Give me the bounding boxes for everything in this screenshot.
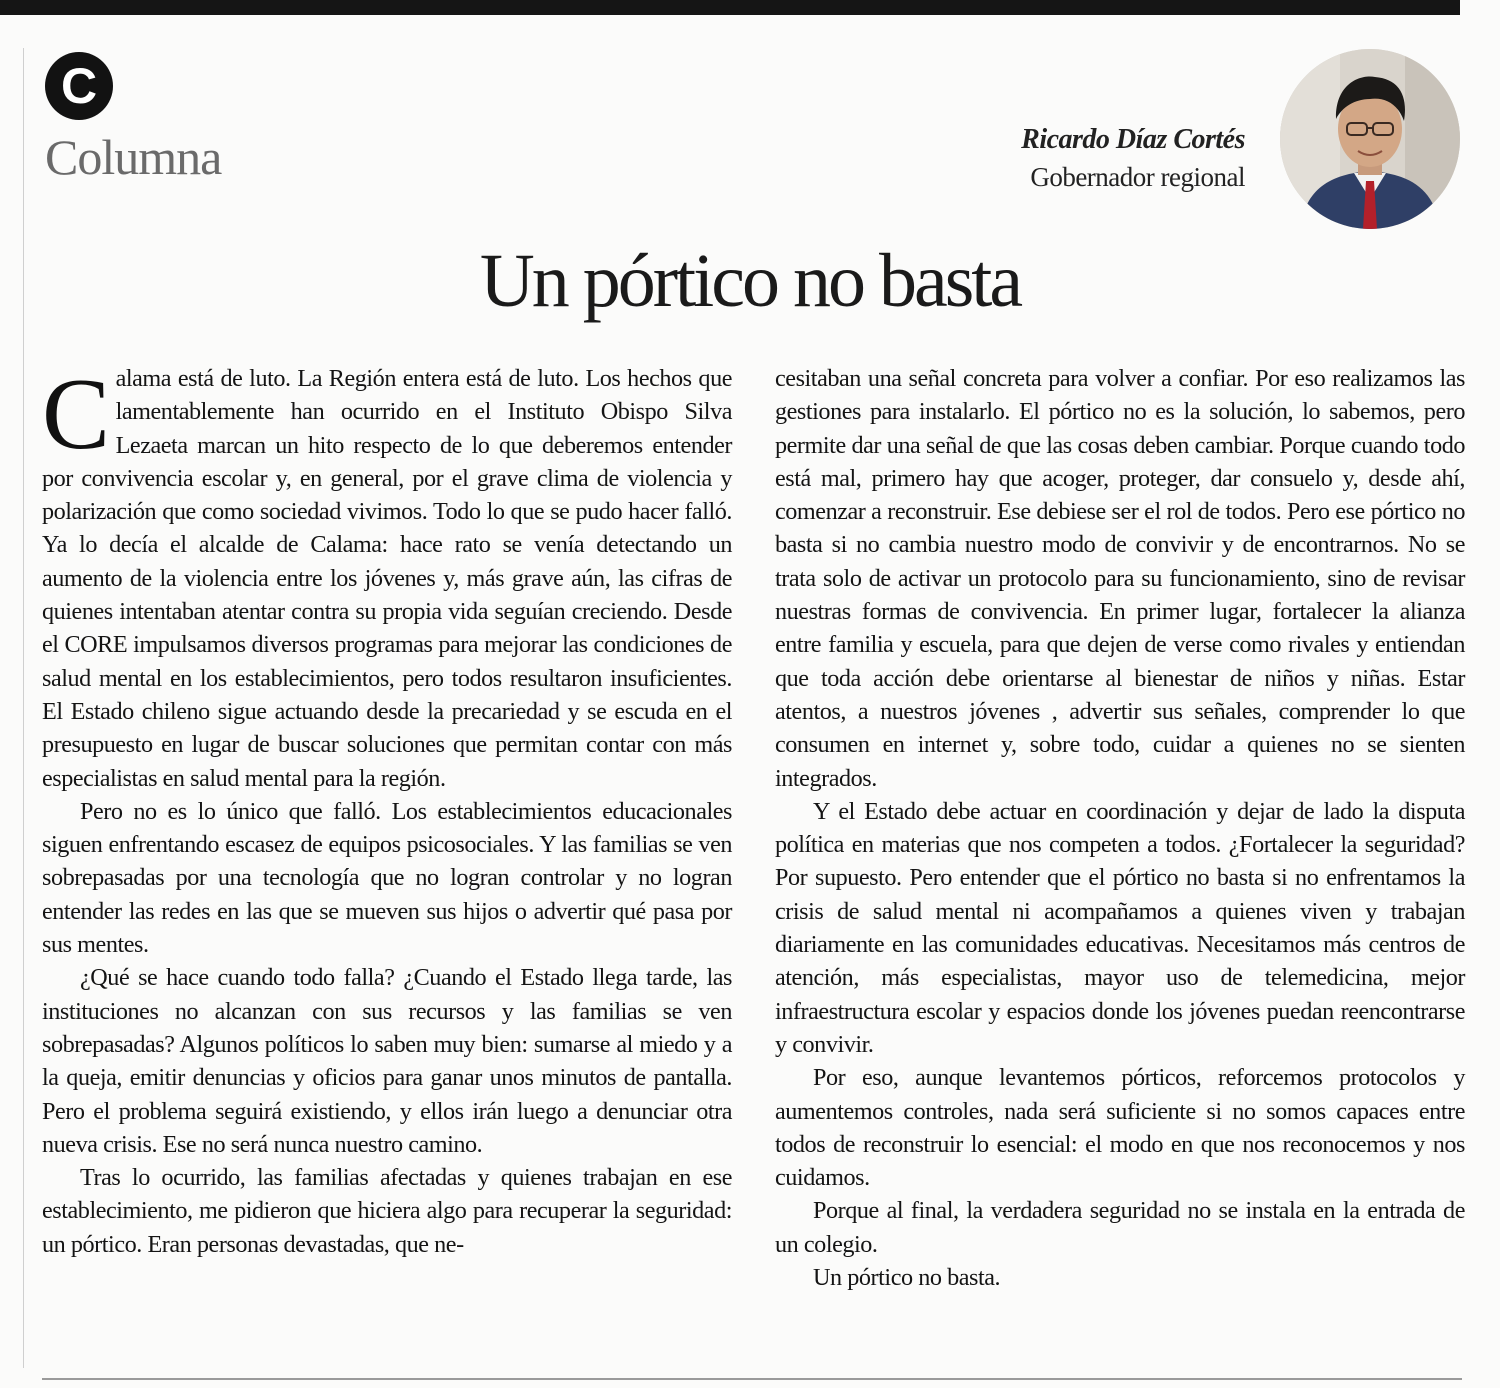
- paragraph: Pero no es lo único que falló. Los establecimientos educacionales siguen enfrentando escasez de equipos psicosociales. Y las familias se ven sobrepasadas por una tecnología que no logran controlar y no logran entender las redes en las que se mueven sus hijos o advertir qué pasa por sus mentes.: [42, 797, 732, 959]
- top-rule: [0, 0, 1460, 15]
- author-portrait-illustration: [1280, 49, 1460, 229]
- article-column-left: [42, 358, 732, 1261]
- paragraph: cesitaban una señal concreta para volver a confiar. Por eso realizamos las gestiones para instalarlo. El pórtico no es la solución, lo sabemos, pero permite dar una señal de que las cosas deben cambiar. Porque cuando todo está mal, primero hay que acoger, proteger, dar consuelo y, desde ahí, comenzar a reconstruir. Ese debiese ser el rol de todos. Pero ese pórtico no basta si no cambia nuestro modo de convivir y de encontrarnos. No se trata solo de activar un protocolo para su funcionamiento, sino de revisar nuestras formas de convivencia. En primer lugar, fortalecer la alianza entre familia y escuela, para que dejen de verse como rivales y entiendan que toda acción debe orientarse al bienestar de niños y niñas. Estar atentos, a nuestros jóvenes , advertir sus señales, comprender lo que consumen en internet y, sobre todo, cuidar a quienes no se sienten integrados.: [775, 365, 1465, 792]
- paragraph: Un pórtico no basta.: [813, 1264, 1001, 1292]
- paragraph: Tras lo ocurrido, las familias afectadas y quienes trabajan en ese establecimiento, me pidieron que hiciera algo para recuperar la seguridad: un pórtico. Eran personas devastadas, que ne-: [42, 1164, 732, 1258]
- section-label: Columna: [45, 129, 222, 185]
- byline: [1021, 124, 1245, 193]
- paragraph: [42, 358, 732, 795]
- section-badge: C: [45, 52, 113, 120]
- paragraph-text: alama está de luto. La Región entera está de luto. Los hechos que lamentablemente han ocurrido en el Instituto Obispo Silva Lezaeta marcan un hito respecto de lo que deberemos entender por convivencia escolar y, en general, por el grave clima de violencia y polarización que como sociedad vivimos. Todo lo que se pudo hacer falló. Ya lo decía el alcalde de Calama: hace rato se venía detectando un aumento de la violencia entre los jóvenes y, más grave aún, las cifras de quienes intentaban atentar contra su propia vida seguían creciendo. Desde el CORE impulsamos diversos programas para mejorar las condiciones de salud mental en los establecimientos, pero todos resultaron insuficientes. El Estado chileno sigue actuando desde la precariedad y se escuda en el presupuesto en lugar de buscar soluciones que permitan contar con más especialistas en salud mental para la región.: [42, 365, 732, 792]
- author-role: Gobernador regional: [1030, 162, 1245, 192]
- author-name: Ricardo Díaz Cortés: [1021, 124, 1245, 155]
- article-column-right: [775, 362, 1465, 1294]
- paragraph: Y el Estado debe actuar en coordinación y dejar de lado la disputa política en materias que nos competen a todos. ¿Fortalecer la seguridad? Por supuesto. Pero entender que el pórtico no basta si no enfrentamos la crisis de salud mental ni acompañamos a quienes viven y trabajan diariamente en las comunidades educativas. Necesitamos más centros de atención, más especialistas, mayor uso de telemedicina, mejor infraestructura escolar y espacios donde los jóvenes puedan reencontrarse y convivir.: [775, 797, 1465, 1058]
- paragraph: ¿Qué se hace cuando todo falla? ¿Cuando el Estado llega tarde, las instituciones no alcanzan con sus recursos y las familias se ven sobrepasadas? Algunos políticos lo saben muy bien: sumarse al miedo y a la queja, emitir denuncias y oficios para ganar unos minutos de pantalla. Pero el problema seguirá existiendo, y ellos irán luego a denunciar otra nueva crisis. Ese no será nunca nuestro camino.: [42, 964, 732, 1158]
- paragraph: Por eso, aunque levantemos pórticos, reforcemos protocolos y aumentemos controles, nada será suficiente si no somos capaces entre todos de reconstruir lo esencial: el modo en que nos reconocemos y nos cuidamos.: [775, 1064, 1465, 1192]
- article-title: Un pórtico no basta: [479, 239, 1021, 323]
- paragraph: Porque al final, la verdadera seguridad no se instala en la entrada de un colegio.: [775, 1197, 1465, 1258]
- author-portrait: [1280, 49, 1460, 229]
- drop-cap: C: [42, 358, 110, 471]
- bottom-rule: [42, 1378, 1462, 1380]
